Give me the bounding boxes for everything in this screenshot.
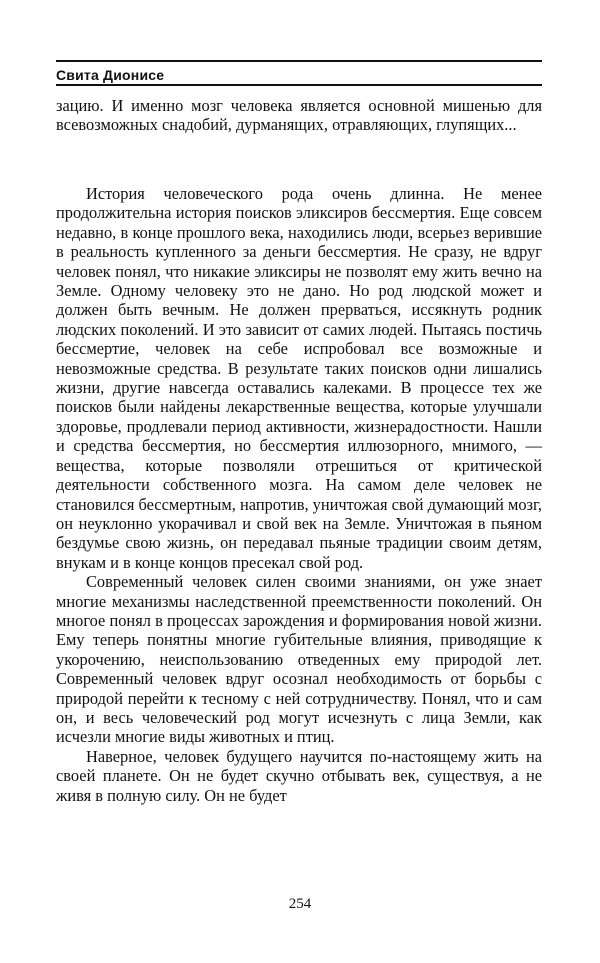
paragraph-history: История человеческого рода очень длинна. Не менее продолжительна история поисков эликсиров бессмертия. Еще совсем недавно, в конце прошлого века, находились люди, всерьез верившие в реальность купленного за деньги бессмертия. Не сразу, не вдруг человек понял, что никакие эликсиры не позволят ему жить вечно на Земле. Одному человеку это не дано. Но род людской может и должен быть вечным. Не должен прерваться, иссякнуть родник людских поколений. И это зависит от самих людей. Пытаясь постичь бессмертие, человек на себе испробовал все возможные и невозможные средства. В результате таких поисков одни лишались жизни, другие навсегда оставались калеками. В процессе тех же поисков были найдены лекарственные вещества, которые улучшали здоровье, продлевали период активности, жизнерадостности. Нашли и средства бессмертия, но бессмертия иллюзорного, мнимого, — вещества, которые позволяли отрешиться от критической деятельности собственного мозга. На самом деле человек не становился бессмертным, напротив, уничтожая свой думающий мозг, он неуклонно укорачивал и свой век на Земле. Уничтожая в пьяном бездумье свою жизнь, он передавал пьяные традиции своим детям, внукам и в конце концов пресекал свой род. xyxy=(56,184,542,572)
text-block-continuation xyxy=(56,96,542,135)
paragraph-future: Наверное, человек будущего научится по-настоящему жить на своей планете. Он не будет скучно отбывать век, существуя, а не живя в полную силу. Он не будет xyxy=(56,746,542,805)
page-number: 254 xyxy=(288,896,312,912)
paragraph-modern-man: Современный человек силен своими знаниями, он уже знает многие механизмы наследственной преемственности поколений. Он многое понял в процессах зарождения и формирования новой жизни. Ему теперь понятны многие губительные влияния, приводящие к укорочению, неиспользованию отведенных ему природой лет. Современный человек вдруг осознал необходимость от борьбы с природой перейти к тесному с ней сотрудничеству. Понял, что и сам он, и весь человеческий род могут исчезнуть с лица Земли, как исчезли многие виды животных и птиц. xyxy=(56,572,542,747)
running-header-title: Свита Дионисе xyxy=(56,67,165,83)
running-header xyxy=(56,60,542,86)
paragraph-continuation: зацию. И именно мозг человека является основной мишенью для всевозможных снадобий, дурманящих, отравляющих, глупящих... xyxy=(56,96,542,135)
text-block-main xyxy=(56,184,542,805)
